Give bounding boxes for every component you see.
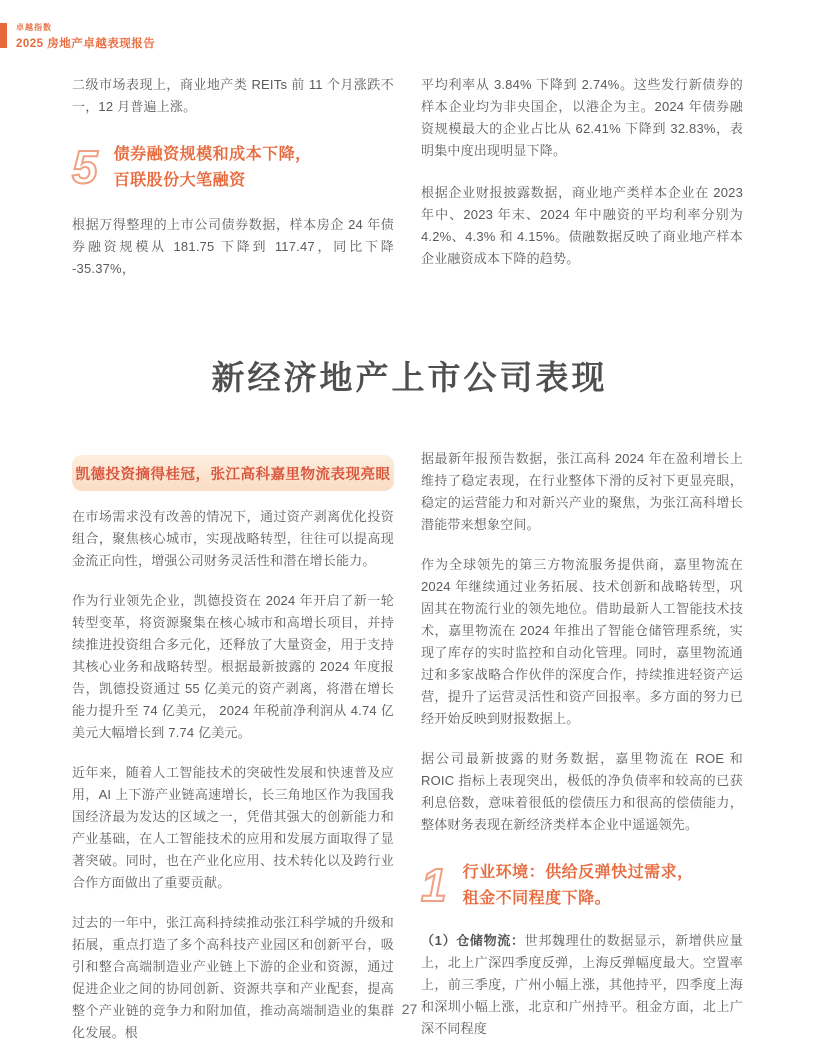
paragraph: 根据企业财报披露数据，商业地产类样本企业在 2023 年中、2023 年末、2024 年中融资的平均利率分别为 4.2%、4.3% 和 4.15%。债融数据反映了商业地产样本企业融资成本下降的趋势。: [421, 185, 743, 266]
section-5-title-line1: 债券融资规模和成本下降，: [113, 146, 312, 163]
list-item-label: （1）仓储物流：: [421, 933, 525, 948]
section-5-numeral: 5: [72, 141, 98, 193]
report-title: 2025 房地产卓越表现报告: [16, 38, 156, 50]
brand-header: [16, 22, 155, 51]
paragraph: [421, 930, 743, 1040]
brand-index-name: 卓越指数: [16, 23, 52, 32]
list-item-text: 世邦魏理仕的数据显示，新增供应量上，北上广深四季度反弹，上海反弹幅度最大。空置率上，前三季度，广州小幅上涨，其他持平，四季度上海和深圳小幅上涨，北京和广州持平。租金方面，北上广深不同程度: [421, 933, 743, 1036]
paragraph: 过去的一年中，张江高科持续推动张江科学城的升级和拓展，重点打造了多个高科技产业园区和创新平台，吸引和整合高端制造业产业链上下游的企业和资源，通过促进企业之间的协同创新、资源共享和产业配套，提高整个产业链的竞争力和附加值，推动高端制造业的集群化发展。根: [72, 915, 394, 1040]
paragraph: 二级市场表现上，商业地产类 REITs 前 11 个月涨跌不一，12 月普遍上涨。: [72, 77, 394, 114]
paragraph: 在市场需求没有改善的情况下，通过资产剥离优化投资组合，聚焦核心城市，实现战略转型，往往可以提高现金流正向性，增强公司财务灵活性和潜在增长能力。: [72, 509, 394, 568]
section-1-title-line2: 租金不同程度下降。: [462, 890, 612, 907]
paragraph: 平均利率从 3.84% 下降到 2.74%。这些发行新债券的样本企业均为非央国企，以港企为主。2024 年债券融资规模最大的企业占比从 62.41% 下降到 32.83%，表明集中度出现明显下降。: [421, 77, 743, 158]
paragraph: 近年来，随着人工智能技术的突破性发展和快速普及应用，AI 上下游产业链高速增长，长三角地区作为我国我国经济最为发达的区域之一，凭借其强大的创新能力和产业基础，在人工智能技术的应用和发展方面取得了显著突破。同时，也在产业化应用、技术转化以及跨行业合作方面做出了重要贡献。: [72, 765, 394, 890]
paragraph: 作为全球领先的第三方物流服务提供商，嘉里物流在 2024 年继续通过业务拓展、技术创新和战略转型，巩固其在物流行业的领先地位。借助最新人工智能技术技术，嘉里物流在 2024 年推出了智能仓储管理系统，实现了库存的实时监控和自动化管理。同时，嘉里物流通过和多家战略合作伙伴的深度合作，持续推进轻资产运营，提升了运营灵活性和资产回报率。多方面的努力已经开始反映到财报数据上。: [421, 557, 743, 726]
paragraph: 据最新年报预告数据，张江高科 2024 年在盈利增长上维持了稳定表现，在行业整体下滑的反衬下更显亮眼，稳定的运营能力和对新兴产业的聚焦，为张江高科增长潜能带来想象空间。: [421, 451, 743, 532]
top-right-column: [421, 74, 743, 270]
section-5-title: [114, 142, 312, 194]
section-1-heading: [421, 860, 743, 912]
section-1-numeral: 1: [421, 859, 447, 911]
section-1-title: [463, 860, 694, 912]
section-5-heading: [72, 142, 394, 194]
brand-accent-bar: [0, 23, 7, 48]
section-1-title-line1: 行业环境：供给反弹快过需求，: [462, 864, 694, 881]
paragraph: 据公司最新披露的财务数据，嘉里物流在 ROE 和 ROIC 指标上表现突出，极低的净负债率和较高的已获利息倍数，意味着很低的偿债压力和很高的偿债能力，整体财务表现在新经济类样本企业中遥遥领先。: [421, 751, 743, 832]
section-5-title-line2: 百联股份大笔融资: [113, 172, 246, 189]
body-right-column: [421, 448, 743, 1040]
paragraph: 作为行业领先企业，凯德投资在 2024 年开启了新一轮转型变革，将资源聚集在核心城市和高增长项目，并持续推进投资组合多元化，还释放了大量资金，用于支持其核心业务和战略转型。根据最新披露的 2024 年度报告，凯德投资通过 55 亿美元的资产剥离，将潜在增长能力提升至 74 亿美元， 2024 年税前净利润从 4.74 亿美元大幅增长到 7.74 亿美元。: [72, 593, 394, 740]
body-left-column: [72, 506, 394, 1043]
top-left-column: [72, 74, 394, 280]
chapter-title: 新经济地产上市公司表现: [211, 359, 608, 396]
highlight-banner: 凯德投资摘得桂冠，张江高科嘉里物流表现亮眼: [72, 455, 394, 491]
paragraph: 根据万得整理的上市公司债券数据，样本房企 24 年债券融资规模从 181.75 下降到 117.47，同比下降 -35.37%，: [72, 217, 394, 276]
page-number: 27: [401, 1001, 418, 1017]
